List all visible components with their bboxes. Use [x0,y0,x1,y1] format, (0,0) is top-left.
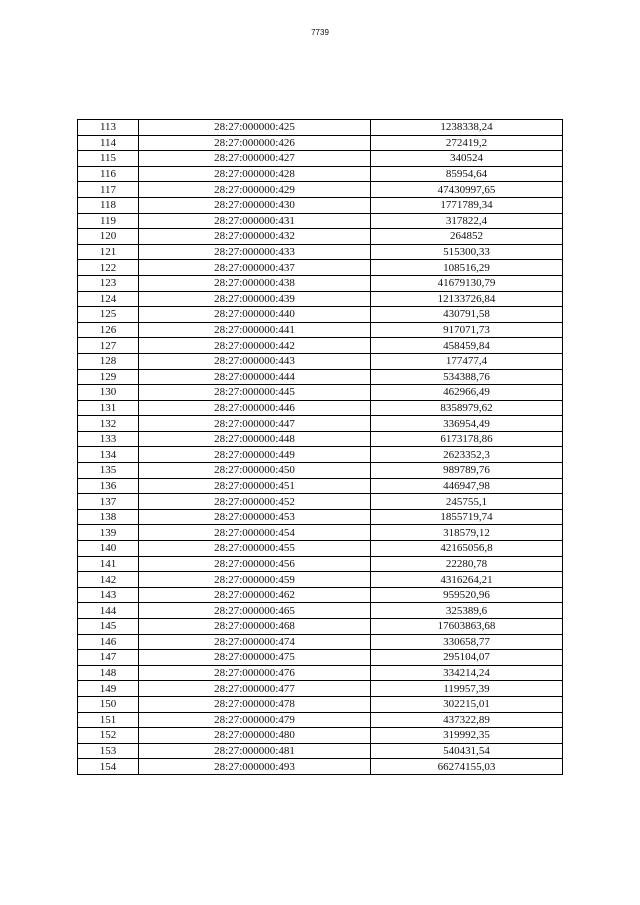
cadastral-number-cell: 28:27:000000:455 [139,541,371,557]
table-row [78,229,563,245]
value-cell: 245755,1 [371,494,563,510]
row-number-cell: 121 [78,244,139,260]
table-row [78,696,563,712]
table-row [78,572,563,588]
cadastral-number-cell: 28:27:000000:425 [139,120,371,136]
value-cell: 108516,29 [371,260,563,276]
page-number: 7739 [311,28,329,37]
cadastral-number-cell: 28:27:000000:447 [139,416,371,432]
cadastral-number-cell: 28:27:000000:479 [139,712,371,728]
row-number-cell: 134 [78,447,139,463]
cadastral-number-cell: 28:27:000000:459 [139,572,371,588]
table-row [78,182,563,198]
cadastral-number-cell: 28:27:000000:446 [139,400,371,416]
value-cell: 917071,73 [371,322,563,338]
value-cell: 462966,49 [371,385,563,401]
cadastral-number-cell: 28:27:000000:450 [139,463,371,479]
cadastral-number-cell: 28:27:000000:433 [139,244,371,260]
table-row [78,541,563,557]
row-number-cell: 117 [78,182,139,198]
row-number-cell: 114 [78,135,139,151]
table-row [78,307,563,323]
value-cell: 295104,07 [371,650,563,666]
row-number-cell: 128 [78,353,139,369]
table-row [78,712,563,728]
cadastral-number-cell: 28:27:000000:448 [139,431,371,447]
value-cell: 1771789,34 [371,197,563,213]
row-number-cell: 139 [78,525,139,541]
table-row [78,587,563,603]
value-cell: 959520,96 [371,587,563,603]
row-number-cell: 122 [78,260,139,276]
value-cell: 2623352,3 [371,447,563,463]
row-number-cell: 153 [78,743,139,759]
value-cell: 302215,01 [371,696,563,712]
row-number-cell: 127 [78,338,139,354]
row-number-cell: 130 [78,385,139,401]
cadastral-number-cell: 28:27:000000:442 [139,338,371,354]
value-cell: 317822,4 [371,213,563,229]
value-cell: 8358979,62 [371,400,563,416]
table-row [78,166,563,182]
table-row [78,650,563,666]
table-row [78,151,563,167]
cadastral-number-cell: 28:27:000000:431 [139,213,371,229]
cadastral-number-cell: 28:27:000000:449 [139,447,371,463]
value-cell: 177477,4 [371,353,563,369]
table-row [78,463,563,479]
row-number-cell: 152 [78,728,139,744]
row-number-cell: 131 [78,400,139,416]
value-cell: 336954,49 [371,416,563,432]
value-cell: 330658,77 [371,634,563,650]
value-cell: 334214,24 [371,665,563,681]
row-number-cell: 147 [78,650,139,666]
cadastral-number-cell: 28:27:000000:432 [139,229,371,245]
cadastral-number-cell: 28:27:000000:437 [139,260,371,276]
value-cell: 319992,35 [371,728,563,744]
table-row [78,322,563,338]
value-cell: 989789,76 [371,463,563,479]
table-row [78,728,563,744]
row-number-cell: 126 [78,322,139,338]
table-row [78,603,563,619]
value-cell: 12133726,84 [371,291,563,307]
table-row [78,213,563,229]
value-cell: 4316264,21 [371,572,563,588]
row-number-cell: 133 [78,431,139,447]
value-cell: 325389,6 [371,603,563,619]
value-cell: 119957,39 [371,681,563,697]
table-row [78,634,563,650]
cadastral-number-cell: 28:27:000000:441 [139,322,371,338]
table-row [78,556,563,572]
table-row [78,275,563,291]
row-number-cell: 143 [78,587,139,603]
value-cell: 17603863,68 [371,619,563,635]
cadastral-number-cell: 28:27:000000:451 [139,478,371,494]
value-cell: 272419,2 [371,135,563,151]
value-cell: 1855719,74 [371,509,563,525]
cadastral-number-cell: 28:27:000000:443 [139,353,371,369]
table-row [78,400,563,416]
row-number-cell: 146 [78,634,139,650]
table-row [78,135,563,151]
cadastral-number-cell: 28:27:000000:476 [139,665,371,681]
table-body [78,120,563,775]
row-number-cell: 154 [78,759,139,775]
row-number-cell: 148 [78,665,139,681]
value-cell: 42165056,8 [371,541,563,557]
table-row [78,120,563,136]
table-row [78,369,563,385]
cadastral-number-cell: 28:27:000000:468 [139,619,371,635]
value-cell: 458459,84 [371,338,563,354]
table-row [78,338,563,354]
row-number-cell: 141 [78,556,139,572]
value-cell: 340524 [371,151,563,167]
row-number-cell: 132 [78,416,139,432]
row-number-cell: 113 [78,120,139,136]
cadastral-number-cell: 28:27:000000:477 [139,681,371,697]
value-cell: 437322,89 [371,712,563,728]
table-row [78,681,563,697]
value-cell: 264852 [371,229,563,245]
cadastral-number-cell: 28:27:000000:478 [139,696,371,712]
value-cell: 318579,12 [371,525,563,541]
cadastral-number-cell: 28:27:000000:493 [139,759,371,775]
row-number-cell: 115 [78,151,139,167]
table-row [78,759,563,775]
cadastral-number-cell: 28:27:000000:444 [139,369,371,385]
cadastral-table [77,119,563,775]
table-row [78,291,563,307]
table-row [78,525,563,541]
row-number-cell: 129 [78,369,139,385]
row-number-cell: 116 [78,166,139,182]
cadastral-number-cell: 28:27:000000:480 [139,728,371,744]
cadastral-number-cell: 28:27:000000:454 [139,525,371,541]
table-row [78,509,563,525]
row-number-cell: 150 [78,696,139,712]
table-row [78,385,563,401]
row-number-cell: 140 [78,541,139,557]
row-number-cell: 118 [78,197,139,213]
cadastral-number-cell: 28:27:000000:474 [139,634,371,650]
cadastral-number-cell: 28:27:000000:439 [139,291,371,307]
table-row [78,619,563,635]
row-number-cell: 145 [78,619,139,635]
cadastral-number-cell: 28:27:000000:427 [139,151,371,167]
table-row [78,244,563,260]
cadastral-number-cell: 28:27:000000:465 [139,603,371,619]
cadastral-number-cell: 28:27:000000:430 [139,197,371,213]
table-row [78,665,563,681]
cadastral-number-cell: 28:27:000000:481 [139,743,371,759]
table-row [78,447,563,463]
row-number-cell: 137 [78,494,139,510]
row-number-cell: 138 [78,509,139,525]
value-cell: 515300,33 [371,244,563,260]
value-cell: 6173178,86 [371,431,563,447]
value-cell: 446947,98 [371,478,563,494]
table-row [78,353,563,369]
cadastral-number-cell: 28:27:000000:445 [139,385,371,401]
cadastral-number-cell: 28:27:000000:426 [139,135,371,151]
value-cell: 47430997,65 [371,182,563,198]
table-row [78,494,563,510]
row-number-cell: 124 [78,291,139,307]
row-number-cell: 144 [78,603,139,619]
table-row [78,743,563,759]
cadastral-number-cell: 28:27:000000:440 [139,307,371,323]
value-cell: 540431,54 [371,743,563,759]
cadastral-number-cell: 28:27:000000:438 [139,275,371,291]
row-number-cell: 136 [78,478,139,494]
cadastral-number-cell: 28:27:000000:462 [139,587,371,603]
value-cell: 85954,64 [371,166,563,182]
value-cell: 41679130,79 [371,275,563,291]
row-number-cell: 125 [78,307,139,323]
row-number-cell: 149 [78,681,139,697]
value-cell: 1238338,24 [371,120,563,136]
cadastral-number-cell: 28:27:000000:428 [139,166,371,182]
table-row [78,260,563,276]
cadastral-number-cell: 28:27:000000:452 [139,494,371,510]
row-number-cell: 151 [78,712,139,728]
row-number-cell: 123 [78,275,139,291]
table-row [78,431,563,447]
cadastral-number-cell: 28:27:000000:475 [139,650,371,666]
table-row [78,416,563,432]
row-number-cell: 119 [78,213,139,229]
table-row [78,197,563,213]
table-row [78,478,563,494]
value-cell: 22280,78 [371,556,563,572]
row-number-cell: 135 [78,463,139,479]
cadastral-number-cell: 28:27:000000:453 [139,509,371,525]
cadastral-number-cell: 28:27:000000:429 [139,182,371,198]
value-cell: 534388,76 [371,369,563,385]
row-number-cell: 120 [78,229,139,245]
value-cell: 430791,58 [371,307,563,323]
cadastral-number-cell: 28:27:000000:456 [139,556,371,572]
value-cell: 66274155,03 [371,759,563,775]
row-number-cell: 142 [78,572,139,588]
